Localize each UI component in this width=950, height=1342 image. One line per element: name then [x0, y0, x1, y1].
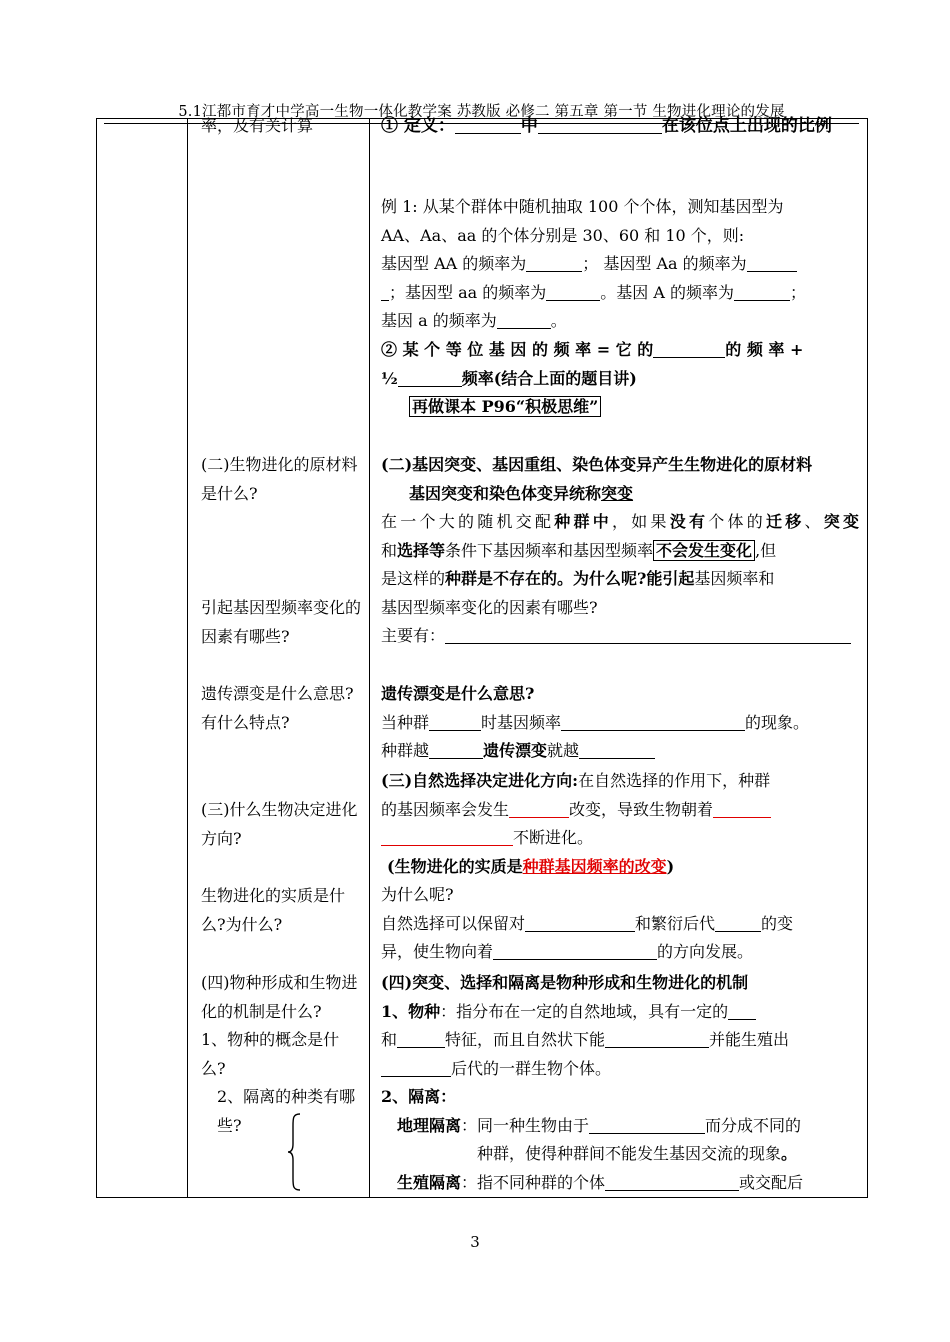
question-raw-material: (二)生物进化的原材料是什么?: [201, 455, 358, 503]
lesson-table: [96, 118, 868, 1198]
allele-frequency-rule: ② 某 个 等 位 基 因 的 频 率 = 它 的 的 频 率 + ½ 频率(结合上面的题目讲) 再做课本 P96“积极思维”: [381, 340, 804, 416]
question-essence: 生物进化的实质是什么?为什么?: [201, 886, 346, 934]
blank: [546, 282, 600, 301]
blank: [455, 115, 521, 134]
blank: [397, 1029, 445, 1048]
question-direction: (三)什么生物决定进化方向?: [201, 800, 358, 848]
blank: [728, 1001, 756, 1020]
blank: [398, 368, 462, 387]
red-blank: [509, 799, 569, 818]
blank: [429, 740, 483, 759]
genetic-drift: 遗传漂变是什么意思? 当种群 时基因频率 的现象。 种群越 遗传漂变就越: [381, 684, 810, 760]
section-4: (四)突变、选择和隔离是物种形成和生物进化的机制 1、物种：指分布在一定的自然地域，具有一定的 和 特征，而且自然状下能 并能生殖出 后代的一群生物个体。 2、隔离： 地理隔离：同一种生物由于 而分成不同的 种群，使得种群间不能发生基因交流的现象。 生殖隔离：指不同种群的个体 或交配后: [381, 969, 859, 1197]
blank: [381, 282, 389, 301]
definition: ① 定义： 中 在该位点上出现的比例: [381, 116, 832, 136]
evolution-essence: (生物进化的实质是种群基因频率的改变): [387, 856, 675, 876]
textbook-reference-box: 再做课本 P96“积极思维”: [409, 396, 601, 417]
blank: [605, 1029, 709, 1048]
example-1: 例 1: 从某个群体中随机抽取 100 个个体，测知基因型为 AA、Aa、aa 的个体分别是 30、60 和 10 个，则: 基因型 AA 的频率为 ； 基因型 Aa 的频率为 ；基因型 aa 的频率为 。基因 A 的频率为 ； 基因 a 的频率为 。: [381, 197, 807, 330]
blank: [589, 1115, 705, 1134]
blank: [525, 913, 635, 932]
section-4-title: (四)突变、选择和隔离是物种形成和生物进化的机制: [381, 973, 749, 992]
column-divider: [187, 119, 188, 1197]
question-mechanism: [201, 969, 361, 1140]
page-header: 5.1江都市育才中学高一生物一体化教学案 苏教版 必修二 第五章 第一节 生物进化理论的发展: [104, 100, 859, 124]
section-3: (三)自然选择决定进化方向:在自然选择的作用下，种群 的基因频率会发生 改变，导致生物朝着 不断进化。 (生物进化的实质是种群基因频率的改变) 为什么呢? 自然选择可以保留对 和繁衍后代 的变 异，使生物向着 的方向发展。: [381, 767, 859, 967]
question-species-concept: 1、物种的概念是什么?: [201, 1030, 340, 1078]
blank: [538, 115, 662, 134]
curly-brace-icon: [287, 1112, 303, 1192]
column-divider: [369, 119, 370, 1197]
blank: [526, 253, 582, 272]
blank: [497, 310, 551, 329]
section-2: (二)基因突变、基因重组、染色体变异产生生物进化的原材料 基因突变和染色体变异统称突变 在一个大的随机交配种群中，如果没有个体的迁移、突变 和选择等条件下基因频率和基因型频率 不会发生变化 ,但 是这样的种群是不存在的。为什么呢?能引起基因频率和 基因型频率变化的因素有哪些? 主要有：: [381, 451, 859, 651]
blank: [429, 712, 481, 731]
question-freq-calc: 率，及有关计算: [201, 116, 314, 135]
blank: [493, 941, 657, 960]
question-isolation-types: 2、隔离的种类有哪些?: [217, 1087, 356, 1135]
red-blank: [713, 799, 771, 818]
blank: [579, 740, 655, 759]
page-number: 3: [470, 1233, 480, 1251]
blank: [715, 913, 761, 932]
blank: [445, 625, 851, 644]
question-genotype-factors: 引起基因型频率变化的因素有哪些?: [201, 598, 362, 646]
question-genetic-drift: 遗传漂变是什么意思?有什么特点?: [201, 684, 354, 732]
blank: [653, 339, 725, 358]
blank: [561, 712, 745, 731]
red-blank: [381, 827, 513, 846]
blank: [605, 1172, 739, 1191]
question-mechanism-text: (四)物种形成和生物进化的机制是什么?: [201, 973, 358, 1021]
key-phrase-box: 不会发生变化: [653, 540, 755, 561]
blank: [747, 253, 797, 272]
blank: [734, 282, 790, 301]
section-2-title: (二)基因突变、基因重组、染色体变异产生生物进化的原材料: [381, 455, 813, 474]
blank: [381, 1058, 451, 1077]
